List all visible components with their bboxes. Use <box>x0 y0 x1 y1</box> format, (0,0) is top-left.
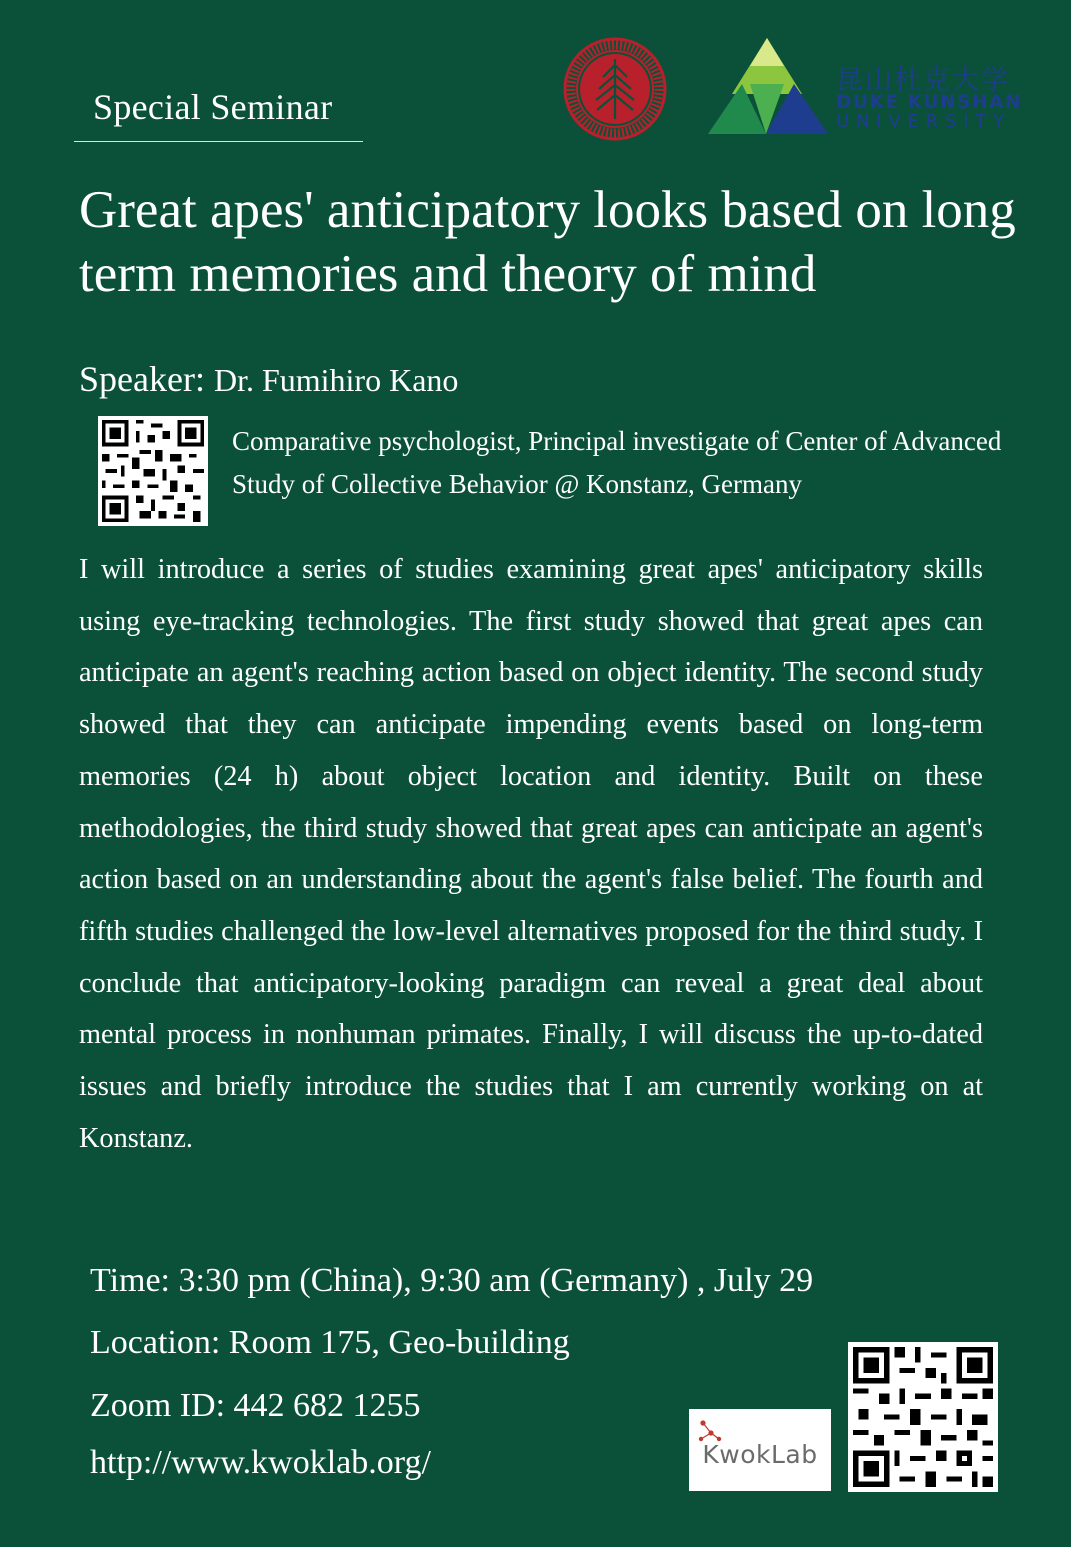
event-qr-code-icon[interactable] <box>848 1342 998 1492</box>
speaker-affiliation: Comparative psychologist, Principal investigate of Center of Advanced Study of Collective Behavior @ Konstanz, Germany <box>232 426 1002 499</box>
event-time: Time: 3:30 pm (China), 9:30 am (Germany) , July 29 <box>90 1262 814 1299</box>
seminar-label: Special Seminar <box>93 87 333 127</box>
event-location: Location: Room 175, Geo-building <box>90 1324 570 1361</box>
university-seal-icon <box>563 37 667 141</box>
abstract-text: I will introduce a series of studies examining great apes' anticipatory skills using eye-tracking technologies. The first study showed that great apes can anticipate an agent's reaching action based on object identity. The second study showed that they can anticipate impending events based on long-term memories (24 h) about object location and identity. Built on these methodologies, the third study showed that great apes can anticipate an agent's action based on an understanding about the agent's false belief. The fourth and fifth studies challenged the low-level alternatives proposed for the third study. I conclude that anticipatory-looking paradigm can reveal a great deal about mental process in nonhuman primates. Finally, I will discuss the up-to-dated issues and briefly introduce the studies that I am currently working on at Konstanz. <box>79 554 983 1154</box>
talk-title: Great apes' anticipatory looks based on long term memories and theory of mind <box>79 181 1016 303</box>
seminar-underline <box>74 141 363 142</box>
speaker-line <box>79 358 458 400</box>
kwoklab-logo-text: KwokLab <box>702 1440 818 1469</box>
speaker-qr-code-icon[interactable] <box>98 416 208 526</box>
speaker-label: Speaker: <box>79 359 205 399</box>
lab-website-link[interactable]: http://www.kwoklab.org/ <box>90 1444 431 1481</box>
zoom-id: Zoom ID: 442 682 1255 <box>90 1387 421 1424</box>
dku-name-cn: 昆山杜克大学 <box>836 65 1010 96</box>
dku-name-en-line2: UNIVERSITY <box>836 111 1011 132</box>
dku-name-en-line1: DUKE KUNSHAN <box>836 92 1023 113</box>
speaker-name: Dr. Fumihiro Kano <box>213 362 459 398</box>
